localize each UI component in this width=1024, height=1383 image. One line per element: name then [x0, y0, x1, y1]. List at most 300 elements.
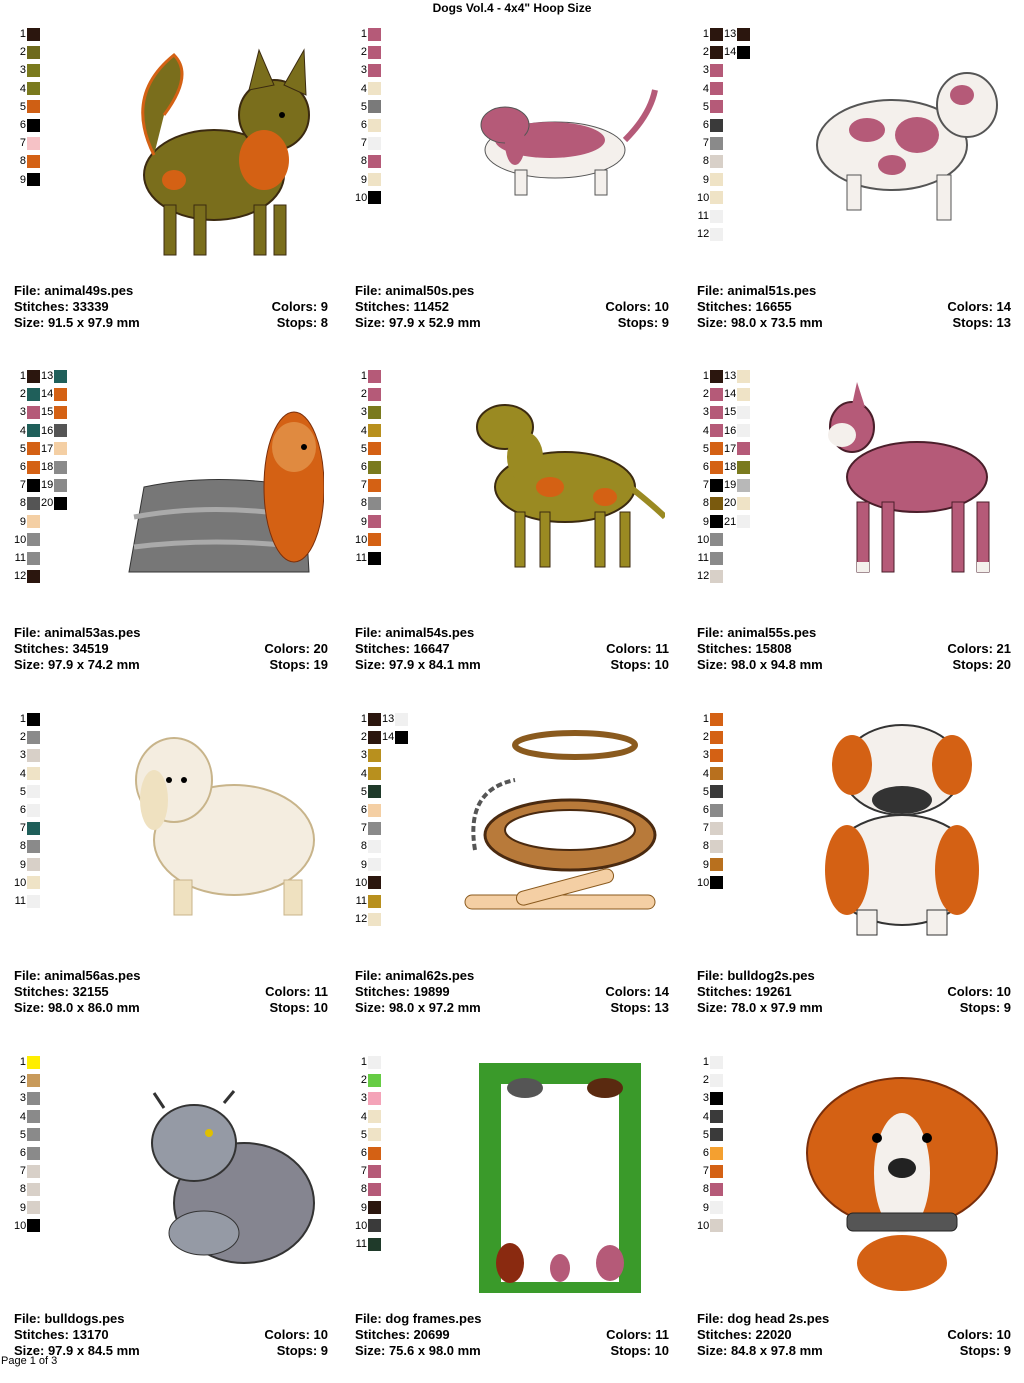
swatch-color-box — [27, 713, 40, 726]
stop-count: Stops: 13 — [952, 315, 1011, 330]
bulldog-front-embroidery — [797, 720, 1007, 955]
swatch-number: 9 — [702, 173, 709, 186]
swatch-number: 19 — [724, 479, 737, 492]
swatch-number: 4 — [702, 1110, 709, 1123]
color-swatch — [697, 1089, 723, 1107]
swatch-color-box — [737, 497, 750, 510]
swatch-color-box — [27, 876, 40, 889]
color-swatch — [697, 152, 723, 170]
color-swatch — [14, 765, 40, 783]
swatch-number: 9 — [19, 173, 26, 186]
swatch-color-box — [27, 406, 40, 419]
color-swatch — [14, 1199, 40, 1217]
swatch-color-box — [368, 1056, 381, 1069]
swatch-number: 16 — [724, 424, 737, 437]
stitch-count: Stitches: 15808 — [697, 641, 792, 656]
swatch-number: 5 — [19, 100, 26, 113]
color-swatch — [697, 80, 723, 98]
design-size: Size: 98.0 x 94.8 mm — [697, 657, 823, 672]
swatch-color-box — [710, 1074, 723, 1087]
swatch-number: 14 — [41, 388, 54, 401]
color-swatch — [355, 874, 381, 892]
swatch-color-box — [710, 497, 723, 510]
design-size: Size: 84.8 x 97.8 mm — [697, 1343, 823, 1358]
color-swatch — [697, 549, 723, 567]
color-swatch — [14, 171, 40, 189]
swatch-number: 4 — [19, 1110, 26, 1123]
color-swatch — [697, 728, 723, 746]
swatch-color-box — [710, 119, 723, 132]
dog-frame-embroidery — [455, 1063, 665, 1298]
swatch-number: 2 — [19, 1074, 26, 1087]
swatch-color-box — [27, 533, 40, 546]
design-card — [355, 367, 675, 697]
swatch-number: 8 — [702, 155, 709, 168]
color-count: Colors: 20 — [264, 641, 328, 656]
swatch-color-box — [710, 515, 723, 528]
swatch-color-box — [710, 173, 723, 186]
design-info — [14, 283, 328, 331]
swatch-number: 18 — [41, 461, 54, 473]
swatch-color-box — [710, 876, 723, 889]
swatch-color-box — [27, 749, 40, 762]
swatch-color-box — [737, 406, 750, 419]
swatch-number: 12 — [14, 570, 27, 583]
design-size: Size: 97.9 x 74.2 mm — [14, 657, 140, 672]
file-name: File: animal62s.pes — [355, 968, 475, 983]
stop-count: Stops: 19 — [269, 657, 328, 672]
color-swatch — [355, 549, 381, 567]
swatch-color-box — [737, 442, 750, 455]
color-count: Colors: 10 — [947, 984, 1011, 999]
color-swatch — [14, 1162, 40, 1180]
color-swatch — [41, 367, 67, 385]
color-swatch — [14, 819, 40, 837]
swatch-number: 10 — [697, 1219, 710, 1232]
color-count: Colors: 10 — [264, 1327, 328, 1342]
swatch-color-box — [27, 895, 40, 908]
swatch-color-box — [27, 1056, 40, 1069]
swatch-number: 12 — [697, 228, 710, 241]
swatch-color-box — [368, 731, 381, 744]
color-swatch — [355, 98, 381, 116]
swatch-color-box — [710, 1056, 723, 1069]
swatch-color-box — [54, 424, 67, 437]
design-card — [14, 1053, 334, 1383]
color-swatch — [355, 403, 381, 421]
swatch-number: 2 — [360, 731, 367, 744]
swatch-number: 10 — [14, 876, 27, 889]
color-swatch — [697, 1144, 723, 1162]
color-swatch — [697, 207, 723, 225]
swatch-number: 5 — [360, 785, 367, 798]
swatch-number: 1 — [360, 713, 367, 725]
swatch-number: 11 — [14, 895, 26, 907]
swatch-number: 4 — [19, 424, 26, 437]
swatch-number: 2 — [702, 46, 709, 59]
stitch-count: Stitches: 34519 — [14, 641, 109, 656]
swatch-number: 6 — [360, 1147, 367, 1159]
design-size: Size: 97.9 x 52.9 mm — [355, 315, 481, 330]
swatch-color-box — [27, 1092, 40, 1105]
swatch-color-box — [368, 100, 381, 113]
swatch-color-box — [27, 370, 40, 383]
swatch-color-box — [27, 100, 40, 113]
swatch-color-box — [368, 1092, 381, 1105]
swatch-color-box — [710, 228, 723, 241]
design-size: Size: 78.0 x 97.9 mm — [697, 1000, 823, 1015]
color-swatch — [697, 874, 723, 892]
design-card — [355, 25, 675, 355]
swatch-color-box — [368, 876, 381, 889]
design-card — [14, 367, 334, 697]
swatch-number: 4 — [360, 424, 367, 437]
swatch-number: 3 — [702, 1092, 709, 1105]
swatch-color-box — [368, 155, 381, 168]
swatch-color-box — [710, 1219, 723, 1232]
swatch-color-box — [737, 461, 750, 474]
color-swatch — [355, 80, 381, 98]
swatch-color-box — [710, 210, 723, 223]
swatch-color-box — [710, 731, 723, 744]
color-swatch — [697, 440, 723, 458]
swatch-number: 9 — [360, 173, 367, 186]
swatch-number: 8 — [702, 1183, 709, 1196]
swatch-number: 11 — [14, 552, 26, 564]
swatch-number: 7 — [360, 1165, 367, 1178]
swatch-number: 1 — [19, 370, 26, 382]
swatch-number: 10 — [355, 191, 368, 204]
swatch-color-box — [710, 570, 723, 583]
design-size: Size: 75.6 x 98.0 mm — [355, 1343, 481, 1358]
color-swatch — [697, 25, 723, 43]
swatch-number: 9 — [360, 858, 367, 871]
swatch-number: 7 — [19, 137, 26, 150]
swatch-number: 11 — [355, 552, 367, 564]
swatch-number: 3 — [702, 749, 709, 762]
color-swatch — [355, 710, 381, 728]
swatch-color-box — [27, 46, 40, 59]
color-swatch — [355, 1217, 381, 1235]
swatch-number: 7 — [360, 822, 367, 835]
color-swatch — [355, 1235, 381, 1253]
color-swatch — [355, 458, 381, 476]
swatch-color-box — [710, 64, 723, 77]
swatch-color-box — [710, 822, 723, 835]
design-info — [355, 1311, 669, 1359]
swatch-number: 13 — [724, 370, 737, 382]
color-swatch — [724, 385, 750, 403]
swatch-color-box — [710, 533, 723, 546]
swatch-color-box — [368, 840, 381, 853]
swatch-color-box — [710, 46, 723, 59]
swatch-color-box — [27, 1110, 40, 1123]
color-swatch — [697, 43, 723, 61]
color-swatch — [697, 458, 723, 476]
color-swatch — [697, 531, 723, 549]
swatch-color-box — [395, 713, 408, 726]
color-count: Colors: 11 — [606, 1327, 669, 1342]
color-swatch — [14, 746, 40, 764]
color-swatch — [724, 422, 750, 440]
color-swatch — [41, 458, 67, 476]
swatch-color-box — [710, 461, 723, 474]
color-swatch — [697, 171, 723, 189]
swatch-color-box — [54, 388, 67, 401]
swatch-color-box — [368, 552, 381, 565]
color-swatch — [697, 476, 723, 494]
color-swatch — [14, 710, 40, 728]
color-swatch — [355, 513, 381, 531]
page-indicator: Page 1 of 3 — [1, 1355, 58, 1367]
swatch-number: 19 — [41, 479, 54, 492]
swatch-color-box — [368, 497, 381, 510]
color-swatch — [697, 367, 723, 385]
swatch-number: 5 — [19, 1128, 26, 1141]
swatch-color-box — [710, 370, 723, 383]
swatch-color-box — [710, 767, 723, 780]
swatch-color-box — [27, 552, 40, 565]
collar-and-bones-embroidery — [455, 720, 665, 955]
swatch-number: 15 — [41, 406, 54, 419]
swatch-number: 8 — [702, 840, 709, 853]
color-swatch — [355, 837, 381, 855]
swatch-number: 3 — [702, 64, 709, 77]
stop-count: Stops: 9 — [276, 1343, 328, 1358]
color-swatch — [355, 1108, 381, 1126]
swatch-color-box — [368, 119, 381, 132]
swatch-number: 10 — [355, 1219, 368, 1232]
swatch-number: 3 — [360, 1092, 367, 1105]
swatch-color-box — [54, 461, 67, 474]
color-swatch — [697, 1126, 723, 1144]
file-name: File: animal56as.pes — [14, 968, 141, 983]
color-count: Colors: 14 — [605, 984, 669, 999]
color-swatch — [14, 134, 40, 152]
sitting-bulldog-embroidery — [114, 1063, 324, 1298]
swatch-number: 11 — [355, 1238, 367, 1250]
color-swatch — [355, 1053, 381, 1071]
swatch-color-box — [27, 388, 40, 401]
color-swatch — [355, 1162, 381, 1180]
swatch-number: 6 — [19, 1147, 26, 1159]
swatch-color-box — [737, 424, 750, 437]
design-info — [355, 968, 669, 1016]
swatch-number: 10 — [355, 876, 368, 889]
swatch-number: 7 — [19, 1165, 26, 1178]
color-swatch — [355, 367, 381, 385]
swatch-color-box — [368, 713, 381, 726]
design-size: Size: 97.9 x 84.1 mm — [355, 657, 481, 672]
swatch-number: 8 — [360, 497, 367, 510]
color-swatch — [355, 134, 381, 152]
swatch-color-box — [27, 497, 40, 510]
color-count: Colors: 11 — [265, 984, 328, 999]
dog-head-embroidery — [797, 1063, 1007, 1298]
swatch-number: 20 — [41, 497, 54, 510]
swatch-number: 12 — [355, 913, 368, 926]
swatch-color-box — [710, 388, 723, 401]
swatch-color-box — [710, 713, 723, 726]
color-swatch — [14, 549, 40, 567]
swatch-number: 1 — [702, 1056, 709, 1068]
color-swatch — [14, 458, 40, 476]
swatch-color-box — [368, 804, 381, 817]
swatch-color-box — [27, 442, 40, 455]
color-swatch — [697, 1162, 723, 1180]
swatch-color-box — [710, 858, 723, 871]
swatch-color-box — [368, 442, 381, 455]
swatch-number: 7 — [702, 479, 709, 492]
stitch-count: Stitches: 13170 — [14, 1327, 109, 1342]
swatch-color-box — [27, 858, 40, 871]
swatch-number: 11 — [355, 895, 367, 907]
color-swatch — [14, 1089, 40, 1107]
swatch-number: 8 — [19, 840, 26, 853]
color-swatch — [14, 1053, 40, 1071]
page-title: Dogs Vol.4 - 4x4" Hoop Size — [432, 1, 592, 15]
swatch-color-box — [27, 1128, 40, 1141]
swatch-color-box — [27, 155, 40, 168]
swatch-number: 10 — [697, 876, 710, 889]
swatch-number: 1 — [360, 28, 367, 40]
swatch-number: 5 — [702, 442, 709, 455]
swatch-number: 6 — [702, 1147, 709, 1159]
design-info — [14, 1311, 328, 1359]
swatch-number: 10 — [14, 1219, 27, 1232]
stop-count: Stops: 13 — [610, 1000, 669, 1015]
swatch-number: 1 — [19, 28, 26, 40]
swatch-color-box — [368, 1165, 381, 1178]
design-info — [697, 968, 1011, 1016]
color-swatch — [355, 892, 381, 910]
swatch-number: 2 — [360, 388, 367, 401]
swatch-color-box — [710, 479, 723, 492]
swatch-color-box — [54, 497, 67, 510]
swatch-color-box — [710, 424, 723, 437]
color-swatch — [14, 1144, 40, 1162]
swatch-number: 6 — [702, 804, 709, 816]
swatch-color-box — [27, 767, 40, 780]
swatch-color-box — [368, 1238, 381, 1251]
swatch-color-box — [27, 1201, 40, 1214]
swatch-number: 6 — [19, 804, 26, 816]
swatch-color-box — [737, 388, 750, 401]
color-swatch — [14, 1217, 40, 1235]
swatch-color-box — [368, 895, 381, 908]
bulldog-embroidery — [797, 35, 1007, 270]
color-swatch — [724, 25, 750, 43]
swatch-number: 4 — [702, 82, 709, 95]
swatch-number: 7 — [702, 1165, 709, 1178]
color-swatch — [14, 874, 40, 892]
color-swatch — [14, 25, 40, 43]
swatch-number: 5 — [360, 1128, 367, 1141]
color-swatch — [41, 403, 67, 421]
swatch-number: 7 — [702, 137, 709, 150]
swatch-color-box — [368, 1110, 381, 1123]
design-info — [355, 283, 669, 331]
color-swatch — [697, 801, 723, 819]
file-name: File: bulldog2s.pes — [697, 968, 815, 983]
color-swatch — [41, 476, 67, 494]
swatch-color-box — [368, 173, 381, 186]
swatch-color-box — [368, 822, 381, 835]
design-info — [697, 625, 1011, 673]
color-swatch — [355, 1071, 381, 1089]
color-swatch — [724, 494, 750, 512]
swatch-number: 14 — [382, 731, 395, 744]
swatch-number: 4 — [702, 424, 709, 437]
color-swatch — [355, 385, 381, 403]
file-name: File: bulldogs.pes — [14, 1311, 125, 1326]
color-swatch — [724, 513, 750, 531]
stitch-count: Stitches: 32155 — [14, 984, 109, 999]
swatch-number: 12 — [697, 570, 710, 583]
swatch-color-box — [368, 1183, 381, 1196]
swatch-number: 3 — [19, 406, 26, 419]
swatch-number: 3 — [19, 1092, 26, 1105]
color-swatch — [355, 476, 381, 494]
swatch-number: 4 — [702, 767, 709, 780]
swatch-color-box — [710, 155, 723, 168]
swatch-color-box — [27, 840, 40, 853]
file-name: File: animal50s.pes — [355, 283, 475, 298]
swatch-number: 13 — [382, 713, 395, 725]
swatch-color-box — [710, 1201, 723, 1214]
swatch-color-box — [27, 515, 40, 528]
swatch-color-box — [395, 731, 408, 744]
swatch-number: 9 — [360, 515, 367, 528]
color-swatch — [697, 765, 723, 783]
design-size: Size: 91.5 x 97.9 mm — [14, 315, 140, 330]
swatch-color-box — [710, 100, 723, 113]
stitch-count: Stitches: 19899 — [355, 984, 450, 999]
swatch-color-box — [710, 137, 723, 150]
swatch-color-box — [710, 552, 723, 565]
color-swatch — [697, 1053, 723, 1071]
swatch-number: 7 — [702, 822, 709, 835]
color-count: Colors: 10 — [605, 299, 669, 314]
swatch-number: 2 — [360, 1074, 367, 1087]
swatch-number: 3 — [19, 749, 26, 762]
swatch-color-box — [27, 1074, 40, 1087]
swatch-color-box — [368, 370, 381, 383]
color-swatch — [697, 837, 723, 855]
swatch-number: 4 — [360, 767, 367, 780]
color-swatch — [41, 385, 67, 403]
color-swatch — [355, 1180, 381, 1198]
swatch-color-box — [368, 46, 381, 59]
file-name: File: animal54s.pes — [355, 625, 475, 640]
swatch-color-box — [710, 191, 723, 204]
swatch-color-box — [27, 173, 40, 186]
swatch-number: 1 — [702, 713, 709, 725]
swatch-number: 2 — [19, 46, 26, 59]
basset-hound-embroidery — [455, 35, 665, 270]
swatch-color-box — [710, 406, 723, 419]
swatch-number: 16 — [41, 424, 54, 437]
swatch-color-box — [27, 822, 40, 835]
swatch-number: 5 — [360, 100, 367, 113]
swatch-number: 3 — [360, 749, 367, 762]
color-swatch — [355, 189, 381, 207]
stitch-count: Stitches: 20699 — [355, 1327, 450, 1342]
swatch-color-box — [27, 570, 40, 583]
swatch-color-box — [710, 82, 723, 95]
swatch-number: 3 — [360, 64, 367, 77]
swatch-number: 8 — [19, 1183, 26, 1196]
